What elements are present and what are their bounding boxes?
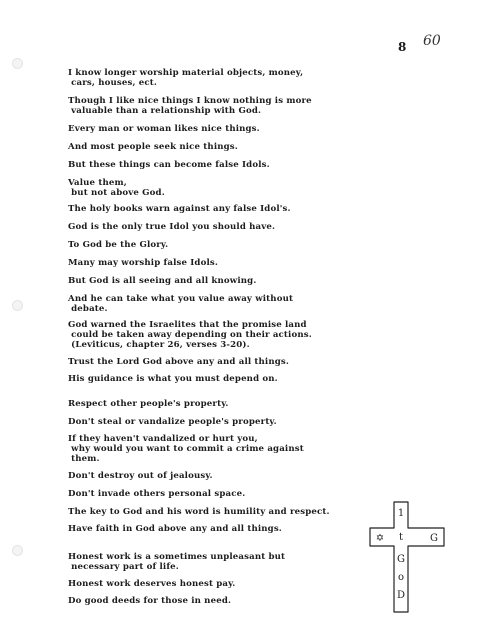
cross-letter: 1 [397,508,405,519]
text-line: Honest work is a sometimes unpleasant but [68,552,286,562]
star-of-david-icon: ✡ [375,533,385,544]
cross-letter: D [396,590,406,601]
punch-hole [12,58,23,69]
text-line: Have faith in God above any and all things. [68,524,282,534]
text-line: cars, houses, ect. [68,78,158,88]
text-line: valuable than a relationship with God. [68,106,262,116]
text-line: could be taken away depending on their actions. [68,330,312,340]
text-line: Many may worship false Idols. [68,258,219,268]
text-line: Every man or woman likes nice things. [68,124,260,134]
cross-letter: G [430,533,438,544]
text-line: And most people seek nice things. [68,142,238,152]
text-line: debate. [68,304,108,314]
cross-letter: t [398,532,404,543]
text-line: Value them, [68,178,127,188]
text-line: And he can take what you value away without [68,294,294,304]
text-line: But these things can become false Idols. [68,160,270,170]
text-line: But God is all seeing and all knowing. [68,276,257,286]
punch-hole [12,300,23,311]
text-line: Don't invade others personal space. [68,489,246,499]
text-line: The holy books warn against any false Idol's. [68,204,291,214]
text-line: To God be the Glory. [68,240,169,250]
text-line: I know longer worship material objects, money, [68,68,304,78]
text-line: His guidance is what you must depend on. [68,374,278,384]
text-line: them. [68,454,100,464]
text-line: Do good deeds for those in need. [68,596,232,606]
text-line: why would you want to commit a crime against [68,444,304,454]
text-line: necessary part of life. [68,562,179,572]
text-line: but not above God. [68,188,165,198]
cross-drawing [368,500,448,615]
text-line: God is the only true Idol you should have. [68,222,276,232]
text-line: God warned the Israelites that the promise land [68,320,307,330]
cross-letter: G [397,554,405,565]
punch-hole [12,545,23,556]
text-line: Don't destroy out of jealousy. [68,471,213,481]
page-number: 8 [398,40,407,54]
text-line: (Leviticus, chapter 26, verses 3-20). [68,340,250,350]
text-line: Don't steal or vandalize people's property. [68,417,277,427]
handwritten-page-number: 60 [423,33,441,49]
text-line: Trust the Lord God above any and all things. [68,357,290,367]
text-line: Respect other people's property. [68,399,229,409]
cross-letter: o [397,572,405,583]
text-line: Though I like nice things I know nothing is more [68,96,312,106]
text-line: Honest work deserves honest pay. [68,579,236,589]
text-line: If they haven't vandalized or hurt you, [68,434,258,444]
text-line: The key to God and his word is humility and respect. [68,507,330,517]
